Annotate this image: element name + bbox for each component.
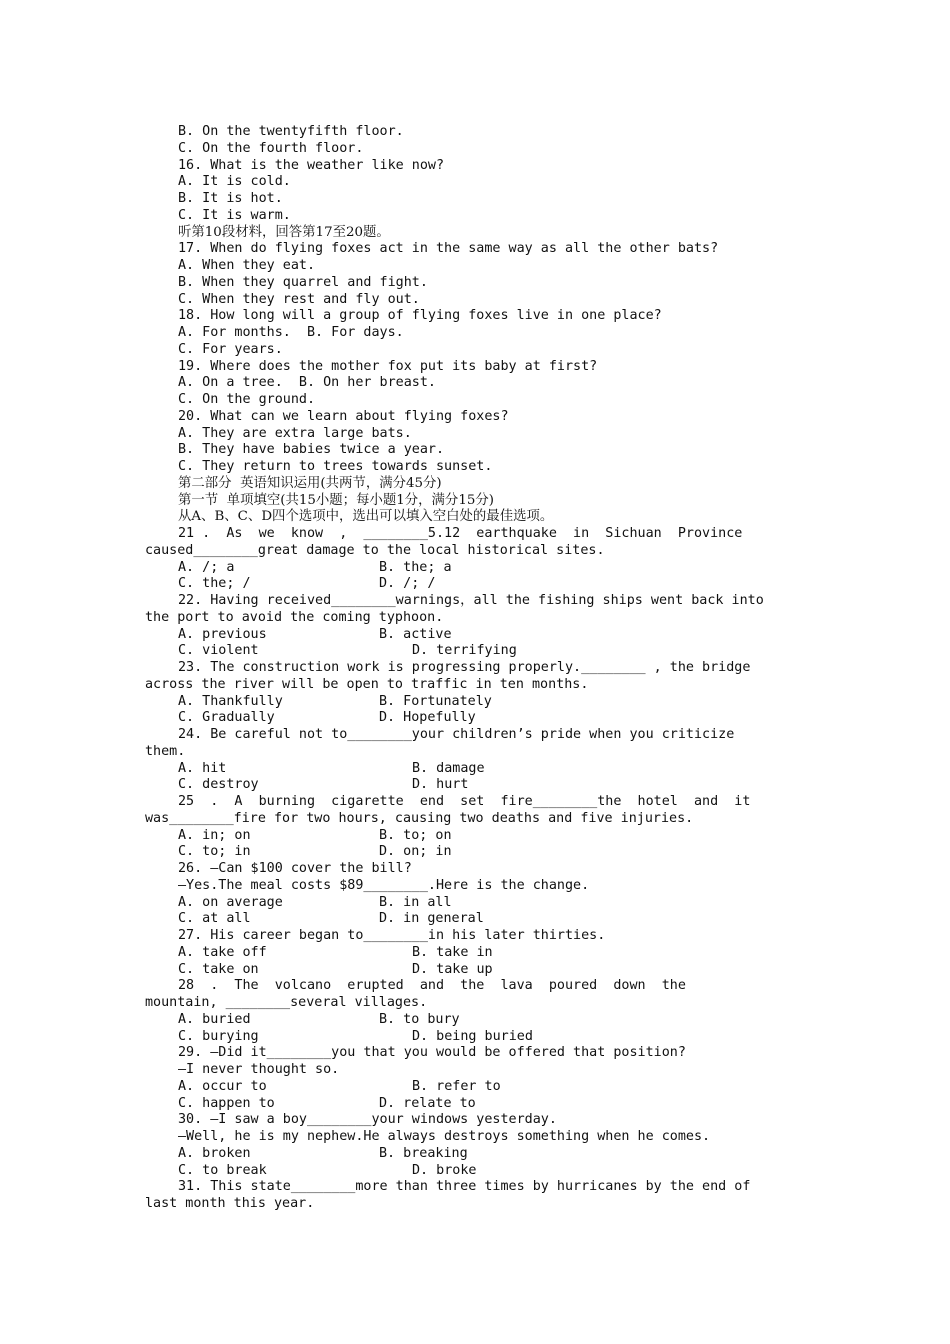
option-d: D. Hopefully	[379, 710, 476, 726]
question-29: 29. —Did it________you that you would be offered that position?	[178, 1045, 686, 1061]
question-24: 24. Be careful not to________your children’s pride when you criticize	[178, 727, 735, 742]
option-c: C. burying	[178, 1028, 259, 1044]
option-a: A. buried	[178, 1011, 251, 1027]
question-26-cont: —Yes.The meal costs $89________.Here is the change.	[178, 877, 590, 893]
option-line: A. For months. B. For days.	[178, 325, 404, 340]
option-line: A. They are extra large bats.	[178, 425, 412, 441]
option-a: A. occur to	[178, 1078, 267, 1094]
options-row	[145, 710, 807, 727]
options-row	[145, 761, 807, 778]
question-27: 27. His career began to________in his later thirties.	[178, 928, 606, 943]
question-21-cont: caused________great damage to the local historical sites.	[145, 542, 605, 558]
option-b: B. breaking	[379, 1145, 468, 1161]
option-line: B. They have babies twice a year.	[178, 442, 445, 458]
option-b: B. to; on	[379, 827, 452, 843]
question-30-cont: —Well, he is my nephew.He always destroys something when he comes.	[178, 1129, 711, 1144]
option-a: A. broken	[178, 1145, 251, 1161]
option-b: B. damage	[412, 760, 485, 776]
question-26: 26. —Can $100 cover the bill?	[178, 861, 412, 876]
option-c: C. at all	[178, 911, 251, 927]
option-d: D. /; /	[379, 576, 436, 592]
options-row	[145, 945, 807, 962]
option-b: B. in all	[379, 894, 452, 910]
part-heading: 第二部分 英语知识运用(共两节，满分45分)	[178, 475, 442, 491]
question-16: 16. What is the weather like now?	[178, 157, 445, 173]
option-d: D. in general	[379, 911, 484, 927]
options-row	[145, 911, 807, 928]
question-17: 17. When do flying foxes act in the same way as all the other bats?	[178, 241, 719, 257]
option-a: A. in; on	[178, 827, 251, 843]
option-a: A. previous	[178, 626, 267, 642]
options-row	[145, 643, 807, 660]
option-c: C. Gradually	[178, 710, 275, 726]
question-25: 25 . A burning cigarette end set fire________the hotel and it	[178, 794, 751, 809]
option-d: D. broke	[412, 1162, 477, 1178]
option-line: A. When they eat.	[178, 258, 316, 273]
options-row	[145, 627, 807, 644]
question-20: 20. What can we learn about flying foxes?	[178, 408, 509, 424]
option-b: B. to bury	[379, 1011, 460, 1027]
option-c: C. happen to	[178, 1095, 275, 1111]
options-row	[145, 828, 807, 845]
option-b: B. the; a	[379, 559, 452, 575]
option-c: C. take on	[178, 961, 259, 977]
options-row	[145, 1029, 807, 1046]
question-21: 21 . As we know , ________5.12 earthquake in Sichuan Province	[178, 526, 743, 541]
options-row	[145, 844, 807, 861]
option-d: D. being buried	[412, 1028, 533, 1044]
document-body	[145, 124, 807, 1213]
option-line: B. When they quarrel and fight.	[178, 274, 428, 290]
option-a: A. /; a	[178, 559, 235, 575]
options-row	[145, 1012, 807, 1029]
section-instruction: 从A、B、C、D四个选项中，选出可以填入空白处的最佳选项。	[178, 509, 554, 525]
option-line: C. They return to trees towards sunset.	[178, 459, 493, 474]
option-line: C. For years.	[178, 341, 283, 357]
option-line: B. It is hot.	[178, 191, 283, 206]
option-a: A. hit	[178, 760, 227, 776]
option-b: B. take in	[412, 944, 493, 960]
options-row	[145, 694, 807, 711]
option-line: C. On the fourth floor.	[178, 140, 364, 156]
options-row	[145, 1146, 807, 1163]
question-22: 22. Having received________warnings，all the fishing ships went back into	[178, 593, 764, 608]
options-row	[145, 1079, 807, 1096]
option-b: B. active	[379, 626, 452, 642]
options-row	[145, 1163, 807, 1180]
option-c: C. destroy	[178, 777, 259, 793]
section-heading: 第一节 单项填空(共15小题；每小题1分，满分15分)	[178, 492, 494, 508]
question-23: 23. The construction work is progressing properly.________ , the bridge	[178, 660, 751, 675]
question-25-cont: was________fire for two hours, causing two deaths and five injuries.	[145, 810, 694, 826]
option-a: A. take off	[178, 944, 267, 960]
option-a: A. Thankfully	[178, 693, 283, 709]
question-28-cont: mountain, ________several villages.	[145, 995, 428, 1010]
question-18: 18. How long will a group of flying foxes live in one place?	[178, 308, 662, 324]
options-row	[145, 1096, 807, 1113]
question-23-cont: across the river will be open to traffic in ten months.	[145, 676, 589, 692]
option-b: B. Fortunately	[379, 693, 492, 709]
question-24-cont: them.	[145, 743, 186, 759]
option-a: A. on average	[178, 894, 283, 910]
option-c: C. to break	[178, 1162, 267, 1178]
question-22-cont: the port to avoid the coming typhoon.	[145, 609, 444, 625]
question-30: 30. —I saw a boy________your windows yesterday.	[178, 1112, 557, 1128]
option-d: D. on; in	[379, 844, 452, 860]
option-line: A. It is cold.	[178, 174, 291, 190]
question-29-cont: —I never thought so.	[178, 1062, 340, 1077]
options-row	[145, 895, 807, 912]
option-d: D. take up	[412, 961, 493, 977]
option-line: C. When they rest and fly out.	[178, 291, 420, 307]
options-row	[145, 576, 807, 593]
option-line: C. It is warm.	[178, 207, 291, 223]
option-d: D. relate to	[379, 1095, 476, 1111]
option-line: B. On the twentyfifth floor.	[178, 124, 404, 139]
option-c: C. violent	[178, 643, 259, 659]
option-c: C. to; in	[178, 844, 251, 860]
option-d: D. hurt	[412, 777, 469, 793]
option-d: D. terrifying	[412, 643, 517, 659]
options-row	[145, 560, 807, 577]
options-row	[145, 777, 807, 794]
options-row	[145, 962, 807, 979]
question-19: 19. Where does the mother fox put its baby at first?	[178, 358, 598, 374]
question-31: 31. This state________more than three times by hurricanes by the end of	[178, 1179, 751, 1195]
option-line: A. On a tree. B. On her breast.	[178, 375, 436, 391]
option-c: C. the; /	[178, 576, 251, 592]
option-line: C. On the ground.	[178, 392, 316, 407]
question-28: 28 . The volcano erupted and the lava poured down the	[178, 978, 686, 994]
section-instruction: 听第10段材料，回答第17至20题。	[178, 224, 390, 240]
option-b: B. refer to	[412, 1078, 501, 1094]
question-31-cont: last month this year.	[145, 1196, 315, 1211]
